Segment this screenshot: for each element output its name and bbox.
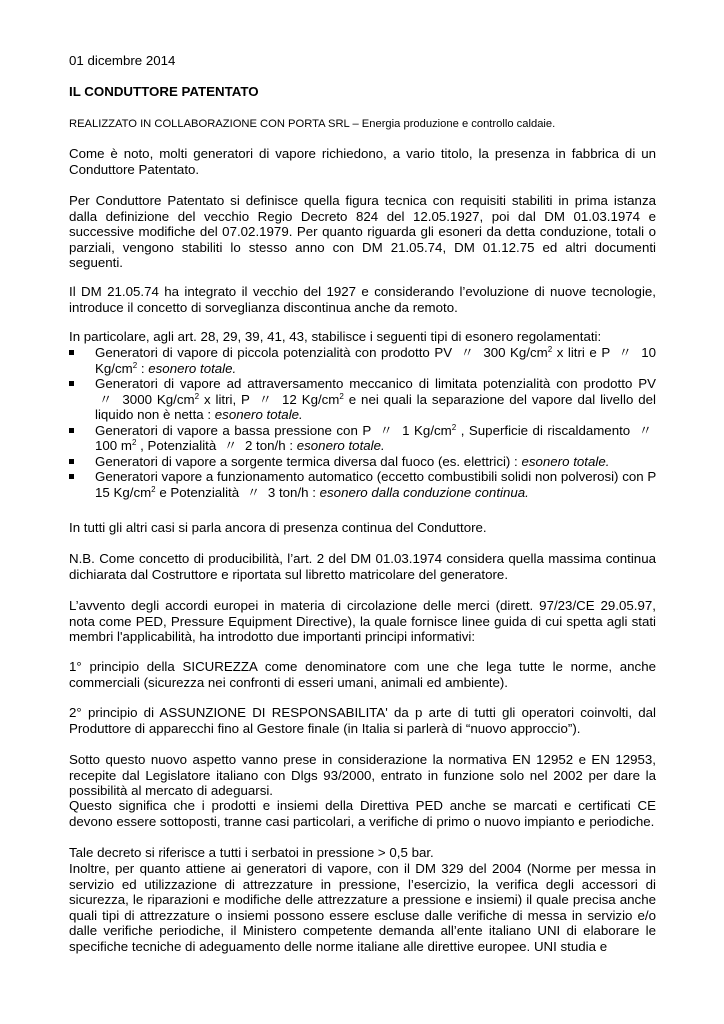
definition-paragraph: Per Conduttore Patentato si definisce quella figura tecnica con requisiti stabiliti in prima istanza dalla definizione del vecchio Regio Decreto 824 del 12.05.1927, poi dal DM 01.03.1974 e successive modifiche del 07.02.1979. Per quanto riguarda gli esoneri da detta conduzione, totali o parziali, vengono stabiliti lo stesso anno con DM 21.05.74, DM 01.12.75 ed altri documenti seguenti.: [69, 193, 656, 270]
exemption-type: esonero totale.: [521, 453, 610, 469]
intro-paragraph: Come è noto, molti generatori di vapore richiedono, a vario titolo, la presenza in fabbrica di un Conduttore Patentato.: [69, 146, 656, 177]
continuous-presence-paragraph: In tutti gli altri casi si parla ancora di presenza continua del Conduttore.: [69, 520, 487, 535]
dm329-paragraph: Inoltre, per quanto attiene ai generatori di vapore, con il DM 329 del 2004 (Norme per messa in servizio ed utilizzazione di attrezzature in pressione, l’esercizio, la verifica degli accessori di sicurezza, le riparazioni e modifiche delle attrezzature a pressione e insiemi) il quale precisa anche quali tipi di attrezzature o insiemi possono essere escluse dalle verifiche di messa in servizio e/o dalle verifiche periodiche, il Ministero competente demanda all’ente italiano UNI di elaborare le specifiche tecniche di adeguamento delle norme italiane alle direttive europee. UNI studia e: [69, 861, 656, 954]
ped-meaning-paragraph: Questo significa che i prodotti e insiemi della Direttiva PED anche se marcati e certificati CE devono essere sottoposti, tranne casi particolari, a verifiche di primo o nuovo impianto e periodiche.: [69, 798, 656, 829]
bullet-marker: [69, 474, 74, 479]
bullet-marker: [69, 428, 74, 433]
bullet-marker: [69, 459, 74, 464]
exemption-item: Generatori di vapore di piccola potenzialità con prodotto PV 〃 300 $Kg/cm^2$ x litri e P 〃 10 $Kg/cm^2$ : esonero totale.: [69, 345, 656, 376]
exemption-item: Generatori vapore a funzionamento automatico (eccetto combustibili solidi non polverosi) con P 15 $Kg/cm^2$ e Potenzialità 〃 3 ton/h : esonero dalla conduzione continua.: [69, 469, 656, 500]
exemption-item: Generatori di vapore ad attraversamento meccanico di limitata potenzialità con prodotto PV 〃 3000 $Kg/cm^2$ x litri, P 〃 12 $Kg/cm^2$ e nei quali la separazione del vapore dal livello del liquido non è netta : esonero totale.: [69, 376, 656, 423]
bullet-marker: [69, 381, 74, 386]
document-date: 01 dicembre 2014: [69, 53, 176, 68]
exemption-type: esonero totale.: [296, 438, 385, 453]
exemption-type: esonero totale.: [214, 407, 303, 422]
collaboration-line: REALIZZATO IN COLLABORAZIONE CON PORTA SRL – Energia produzione e controllo caldaie.: [69, 118, 556, 130]
exemptions-intro: In particolare, agli art. 28, 29, 39, 41, 43, stabilisce i seguenti tipi di esonero regolamentati:: [69, 329, 602, 344]
principle-2-paragraph: 2° principio di ASSUNZIONE DI RESPONSABILITA' da p arte di tutti gli operatori coinvolti, dal Produttore di apparecchi fino al Gestore finale (in Italia si parlerà di “nuovo approccio”).: [69, 705, 656, 736]
tanks-paragraph: Tale decreto si riferisce a tutti i serbatoi in pressione > 0,5 bar.: [69, 845, 434, 860]
principle-1-paragraph: 1° principio della SICUREZZA come denominatore com une che lega tutte le norme, anche commerciali (sicurezza nei confronti di esseri umani, animali ed ambiente).: [69, 659, 656, 690]
document-title: IL CONDUTTORE PATENTATO: [69, 84, 259, 99]
new-aspect-paragraph: Sotto questo nuovo aspetto vanno prese in considerazione la normativa EN 12952 e EN 12953, recepite dal Legislatore italiano con Dlgs 93/2000, entrato in funzione solo nel 2002 per dare la possibilità al mercato di adeguarsi.: [69, 752, 656, 798]
exemption-type: esonero totale.: [148, 360, 237, 376]
eu-agreements-paragraph: L’avvento degli accordi europei in materia di circolazione delle merci (dirett. 97/23/CE 29.05.97, nota come PED, Pressure Equipment Directive), la quale fornisce linee guida di cui spetta agli stati membri l'applicabilità, ha introdotto due importanti principi informativi:: [69, 598, 656, 644]
exemption-type: esonero dalla conduzione continua.: [319, 484, 529, 500]
exemptions-list: [69, 345, 656, 500]
exemption-item: Generatori di vapore a bassa pressione con P 〃 1 $Kg/cm^2$ , Superficie di riscaldamento 〃 100 $m^2$ , Potenzialità 〃 2 ton/h : esonero totale.: [69, 423, 656, 454]
exemption-item: Generatori di vapore a sorgente termica diversa dal fuoco (es. elettrici) : esonero totale.: [69, 454, 656, 470]
nb-paragraph: N.B. Come concetto di producibilità, l’art. 2 del DM 01.03.1974 considera quella massima continua dichiarata dal Costruttore e riportata sul libretto matricolare del generatore.: [69, 551, 656, 582]
bullet-marker: [69, 350, 74, 355]
dm-integration-paragraph: Il DM 21.05.74 ha integrato il vecchio del 1927 e considerando l’evoluzione di nuove tecnologie, introduce il concetto di sorveglianza discontinua anche da remoto.: [69, 284, 656, 315]
